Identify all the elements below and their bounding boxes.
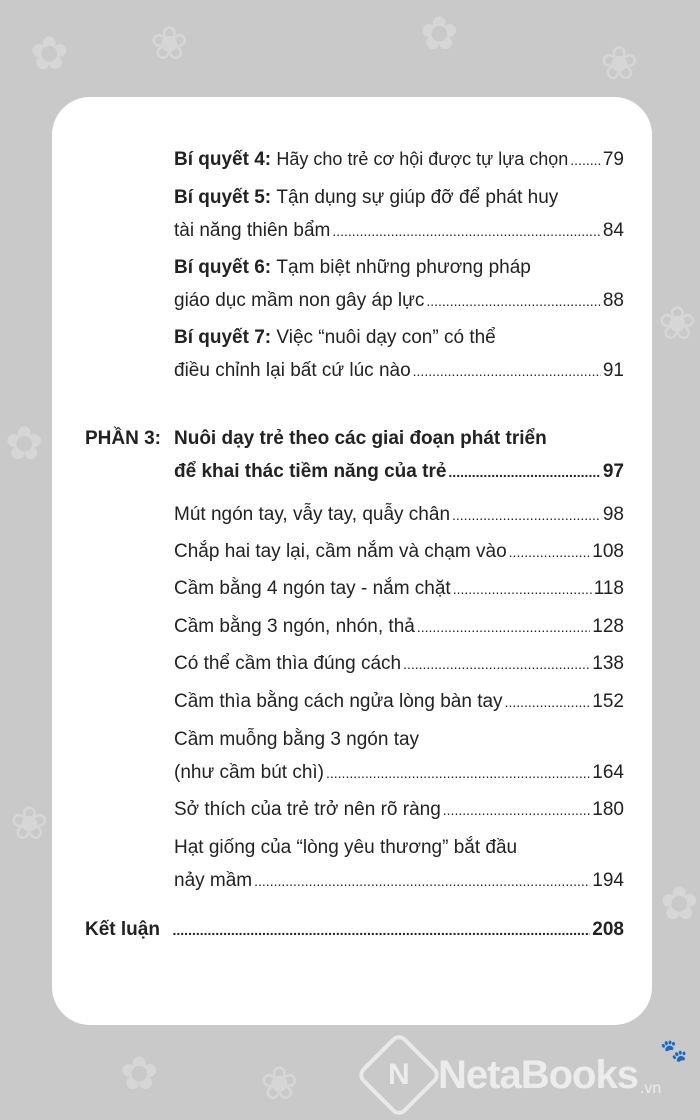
leader-dots — [448, 464, 600, 480]
leader-dots — [453, 581, 592, 597]
leader-dots — [505, 694, 591, 710]
tip-text-cont: giáo dục mầm non gây áp lực — [174, 290, 425, 311]
page-number: 88 — [602, 290, 624, 311]
tip-label: Bí quyết 4: — [174, 149, 272, 170]
toc-entry-section[interactable] — [174, 799, 624, 821]
page-number: 180 — [592, 799, 624, 820]
toc-entry-section-line2[interactable] — [174, 870, 624, 892]
page-number: 138 — [592, 653, 624, 674]
toc-entry-section-line2[interactable] — [174, 762, 624, 784]
tip-label: Bí quyết 6: — [174, 257, 272, 278]
section-text: Có thể cầm thìa đúng cách — [174, 653, 402, 674]
tip-text-cont: điều chỉnh lại bất cứ lúc nào — [174, 360, 411, 381]
page-number: 194 — [592, 870, 624, 891]
tip-text-cont: tài năng thiên bẩm — [174, 220, 331, 241]
section-text: Cầm bằng 3 ngón, nhón, thả — [174, 616, 415, 637]
leader-dots — [413, 363, 601, 379]
section-text-cont: nảy mầm — [174, 870, 253, 891]
page-number: 128 — [592, 616, 624, 637]
toc-entry-tip-7-line1[interactable] — [174, 327, 496, 349]
toc-entry-tip-7-line2[interactable] — [174, 360, 624, 382]
tip-label: Bí quyết 7: — [174, 327, 272, 348]
toc-entry-tip-5-line1[interactable] — [174, 187, 558, 209]
tip-label: Bí quyết 5: — [174, 187, 272, 208]
page-number: 98 — [602, 504, 624, 525]
page-number: 84 — [602, 220, 624, 241]
background-flower-icon: ❀ — [260, 1057, 299, 1109]
section-text: Mút ngón tay, vẫy tay, quẫy chân — [174, 504, 451, 525]
part-3-label: PHẦN 3: — [85, 428, 162, 449]
section-text: Cầm bằng 4 ngón tay - nắm chặt — [174, 578, 451, 599]
toc-entry-tip-6-line2[interactable] — [174, 290, 624, 312]
section-text-cont: (như cầm bút chì) — [174, 762, 324, 783]
leader-dots — [452, 507, 601, 523]
toc-entry-section-line1[interactable]: Cầm muỗng bằng 3 ngón tay — [174, 729, 420, 750]
toc-entry-section-line1[interactable]: Hạt giống của “lòng yêu thương” bắt đầu — [174, 837, 518, 858]
leader-dots — [570, 152, 601, 168]
toc-entry-tip-4[interactable] — [174, 149, 624, 171]
page-number: 91 — [602, 360, 624, 381]
section-text: Chắp hai tay lại, cầm nắm và chạm vào — [174, 541, 507, 562]
toc-entry-section[interactable] — [174, 578, 624, 600]
conclusion-label: Kết luận — [85, 919, 160, 940]
toc-entry-conclusion[interactable] — [85, 919, 624, 941]
leader-dots — [332, 223, 601, 239]
background-flower-icon: ✿ — [660, 877, 699, 929]
toc-entry-section[interactable] — [174, 616, 624, 638]
leader-dots — [443, 802, 591, 818]
watermark-brand: NetaBooks — [438, 1052, 638, 1097]
page-number: 79 — [602, 149, 624, 170]
leader-dots — [426, 293, 601, 309]
tip-text: Việc “nuôi dạy con” có thể — [276, 327, 496, 348]
background-flower-icon: ❀ — [10, 797, 49, 849]
toc-entry-section[interactable] — [174, 504, 624, 526]
page-number: 208 — [592, 919, 624, 940]
section-text: Cầm thìa bằng cách ngửa lòng bàn tay — [174, 691, 503, 712]
netabooks-watermark — [368, 1040, 661, 1110]
page-number: 97 — [602, 461, 624, 482]
part-3-title-line1[interactable]: Nuôi dạy trẻ theo các giai đoạn phát triển — [174, 428, 547, 449]
background-flower-icon: ❀ — [658, 297, 697, 349]
part-3-title-line2[interactable] — [174, 461, 624, 483]
toc-entry-section[interactable] — [174, 653, 624, 675]
leader-dots — [403, 656, 590, 672]
background-flower-icon: ✿ — [420, 7, 459, 59]
page-number: 164 — [592, 762, 624, 783]
background-flower-icon: ✿ — [30, 27, 69, 79]
page-number: 152 — [592, 691, 624, 712]
page-number: 118 — [593, 578, 624, 599]
part-3-title-cont: để khai thác tiềm năng của trẻ — [174, 461, 447, 482]
toc-entry-tip-5-line2[interactable] — [174, 220, 624, 242]
section-text: Sở thích của trẻ trở nên rõ ràng — [174, 799, 441, 820]
watermark-domain: .vn — [639, 1080, 662, 1097]
page-number: 108 — [592, 541, 624, 562]
leader-dots — [254, 873, 590, 889]
paw-print-icon: 🐾 — [660, 1038, 688, 1063]
toc-entry-section[interactable] — [174, 541, 624, 563]
toc-card — [52, 97, 652, 1025]
tip-text: Tận dụng sự giúp đỡ để phát huy — [276, 187, 559, 208]
background-flower-icon: ❀ — [600, 37, 639, 89]
background-flower-icon: ❀ — [150, 17, 189, 69]
leader-dots — [509, 544, 591, 560]
netabooks-logo-icon: N — [355, 1031, 443, 1119]
leader-dots — [173, 922, 591, 938]
leader-dots — [417, 619, 590, 635]
tip-text: Tạm biệt những phương pháp — [276, 257, 531, 278]
leader-dots — [326, 765, 590, 781]
toc-entry-tip-6-line1[interactable] — [174, 257, 531, 279]
toc-entry-section[interactable] — [174, 691, 624, 713]
background-flower-icon: ✿ — [5, 417, 44, 469]
tip-text: Hãy cho trẻ cơ hội được tự lựa chọn — [276, 149, 569, 169]
background-flower-icon: ✿ — [120, 1047, 159, 1099]
